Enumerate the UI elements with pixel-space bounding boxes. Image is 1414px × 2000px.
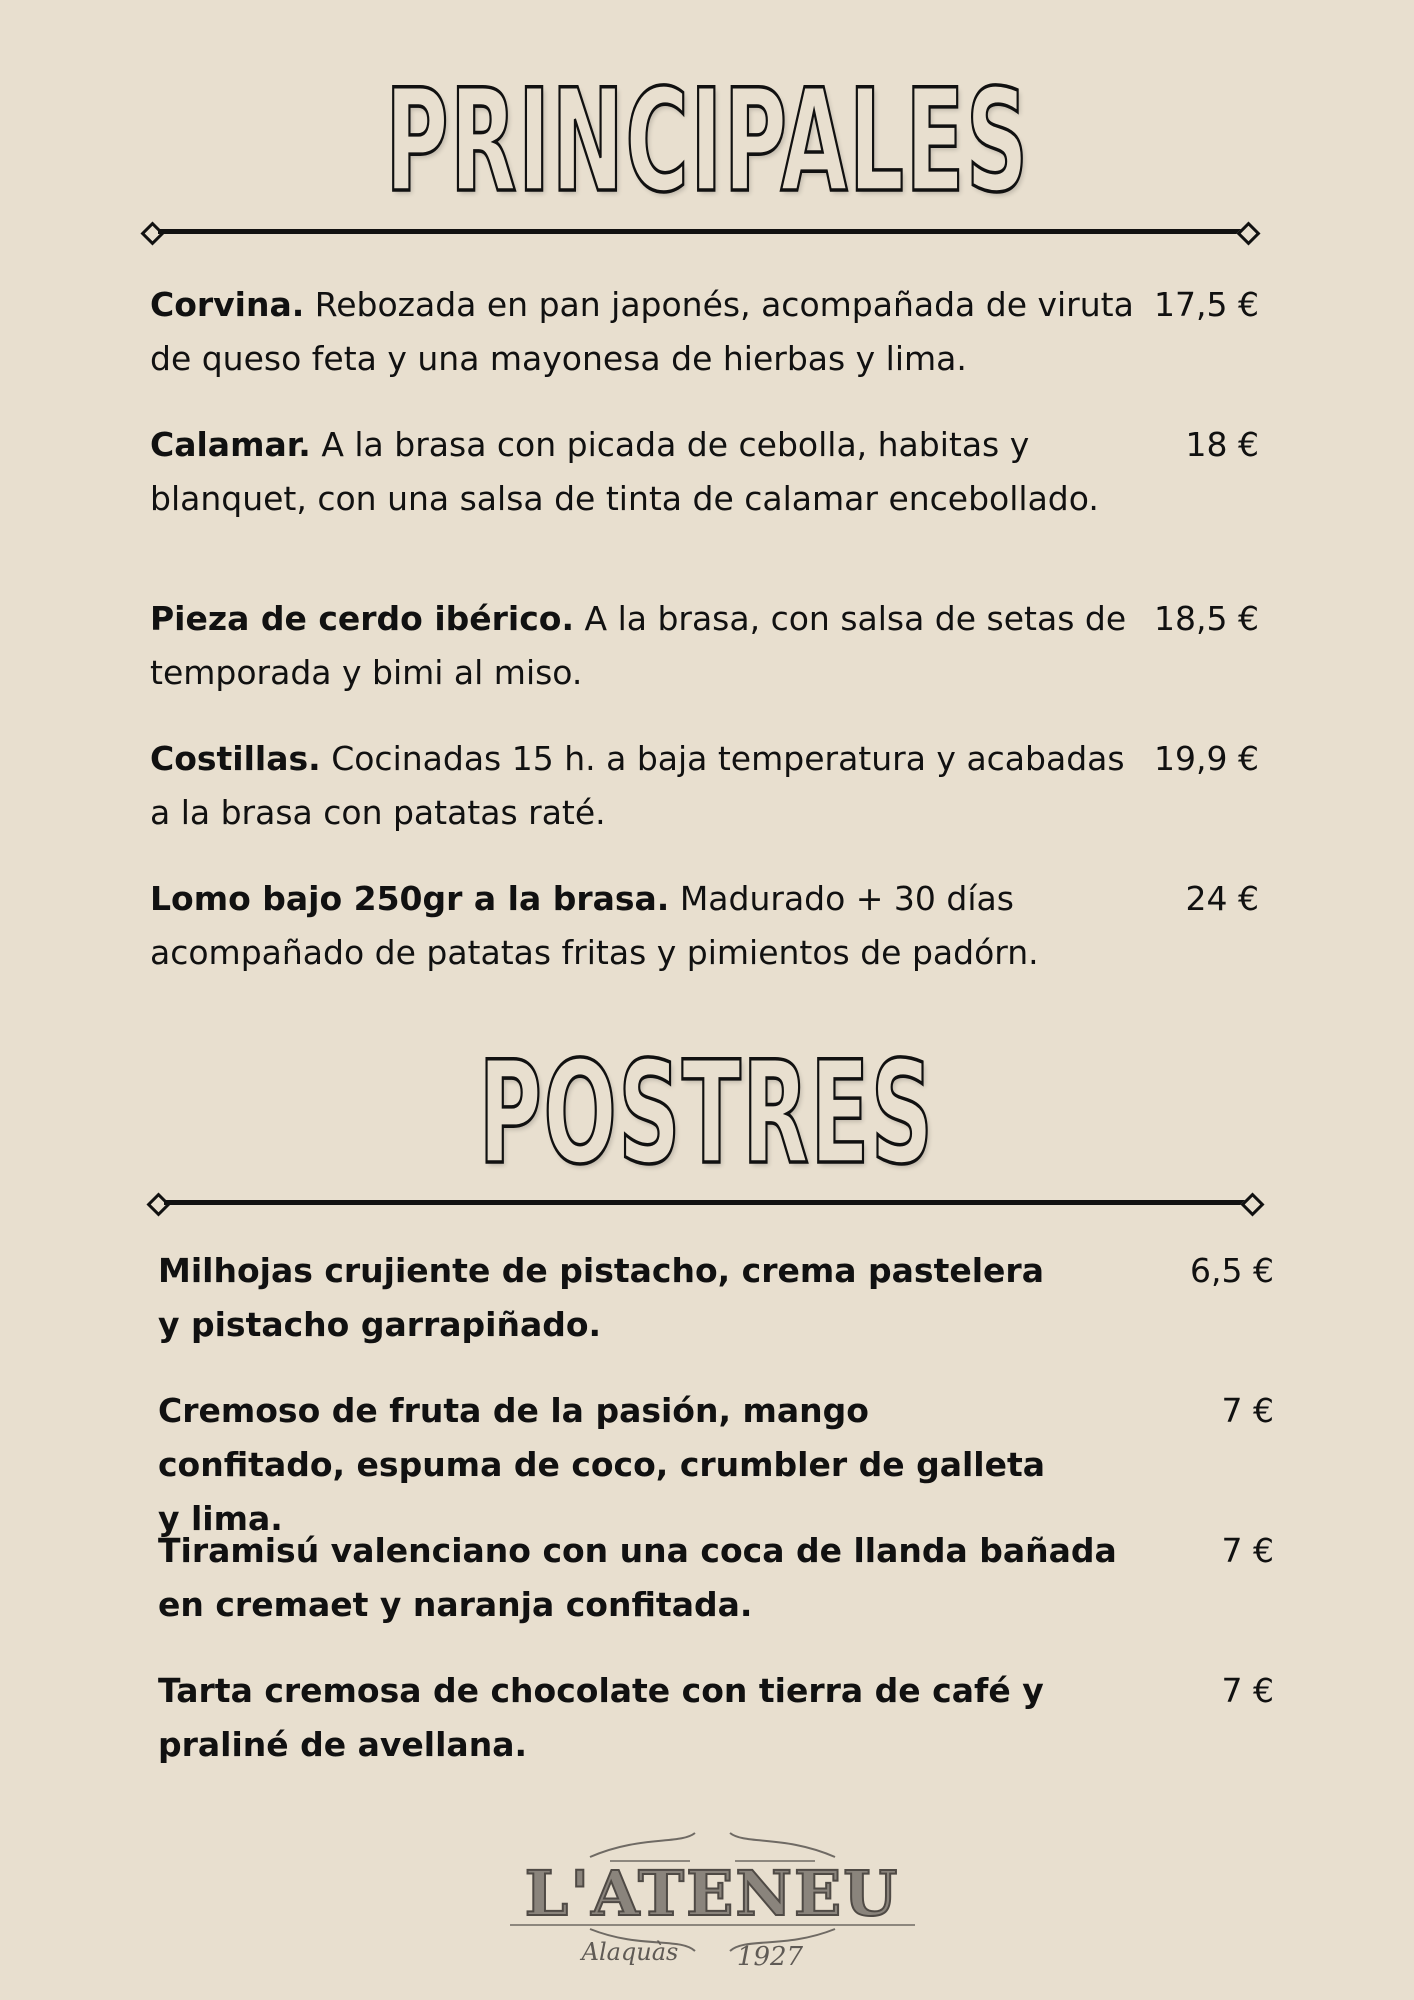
dessert-item-tiramisu xyxy=(158,1524,1148,1632)
restaurant-logo xyxy=(440,1825,980,1985)
item-name: Corvina. xyxy=(150,285,305,324)
dessert-item-milhojas xyxy=(158,1244,1058,1352)
item-description: Madurado + 30 días acompañado de patatas fritas y pimientos de padórn. xyxy=(150,879,1039,972)
postres-title: POSTRES xyxy=(479,1032,935,1197)
logo-name: L'ATENEU xyxy=(524,1857,900,1930)
item-name: Lomo bajo 250gr a la brasa. xyxy=(150,879,670,918)
menu-item-lomo-bajo xyxy=(150,872,1135,980)
item-name: Tiramisú valenciano con una coca de llanda bañada en cremaet y naranja confitada. xyxy=(158,1531,1117,1624)
item-description: Rebozada en pan japonés, acompañada de viruta de queso feta y una mayonesa de hierbas y lima. xyxy=(150,285,1134,378)
item-name: Costillas. xyxy=(150,739,321,778)
item-name: Calamar. xyxy=(150,425,311,464)
dessert-item-tarta-chocolate xyxy=(158,1664,1058,1772)
item-price: 17,5 € xyxy=(1154,285,1259,324)
item-price: 19,9 € xyxy=(1154,739,1259,778)
item-name: Tarta cremosa de chocolate con tierra de café y praliné de avellana. xyxy=(158,1671,1044,1764)
item-description: Cocinadas 15 h. a baja temperatura y acabadas a la brasa con patatas raté. xyxy=(150,739,1125,832)
item-name: Cremoso de fruta de la pasión, mango confitado, espuma de coco, crumbler de galleta y lima. xyxy=(158,1391,1046,1538)
item-price: 24 € xyxy=(1185,879,1259,918)
item-description: A la brasa, con salsa de setas de temporada y bimi al miso. xyxy=(150,599,1127,692)
menu-item-calamar xyxy=(150,418,1135,526)
item-price: 7 € xyxy=(1221,1391,1274,1430)
item-price: 7 € xyxy=(1221,1671,1274,1710)
item-price: 18,5 € xyxy=(1154,599,1259,638)
menu-item-corvina xyxy=(150,278,1135,386)
item-price: 18 € xyxy=(1185,425,1259,464)
item-price: 7 € xyxy=(1221,1531,1274,1570)
dessert-item-cremoso xyxy=(158,1384,1058,1546)
item-price: 6,5 € xyxy=(1190,1251,1274,1290)
item-name: Milhojas crujiente de pistacho, crema pastelera y pistacho garrapiñado. xyxy=(158,1251,1044,1344)
logo-year: 1927 xyxy=(736,1942,804,1972)
item-name: Pieza de cerdo ibérico. xyxy=(150,599,575,638)
logo-town: Alaquàs xyxy=(581,1938,679,1966)
item-description: A la brasa con picada de cebolla, habitas y blanquet, con una salsa de tinta de calamar encebollado. xyxy=(150,425,1099,518)
principales-title: PRINCIPALES xyxy=(384,60,1030,225)
menu-item-cerdo-iberico xyxy=(150,592,1135,700)
menu-item-costillas xyxy=(150,732,1135,840)
